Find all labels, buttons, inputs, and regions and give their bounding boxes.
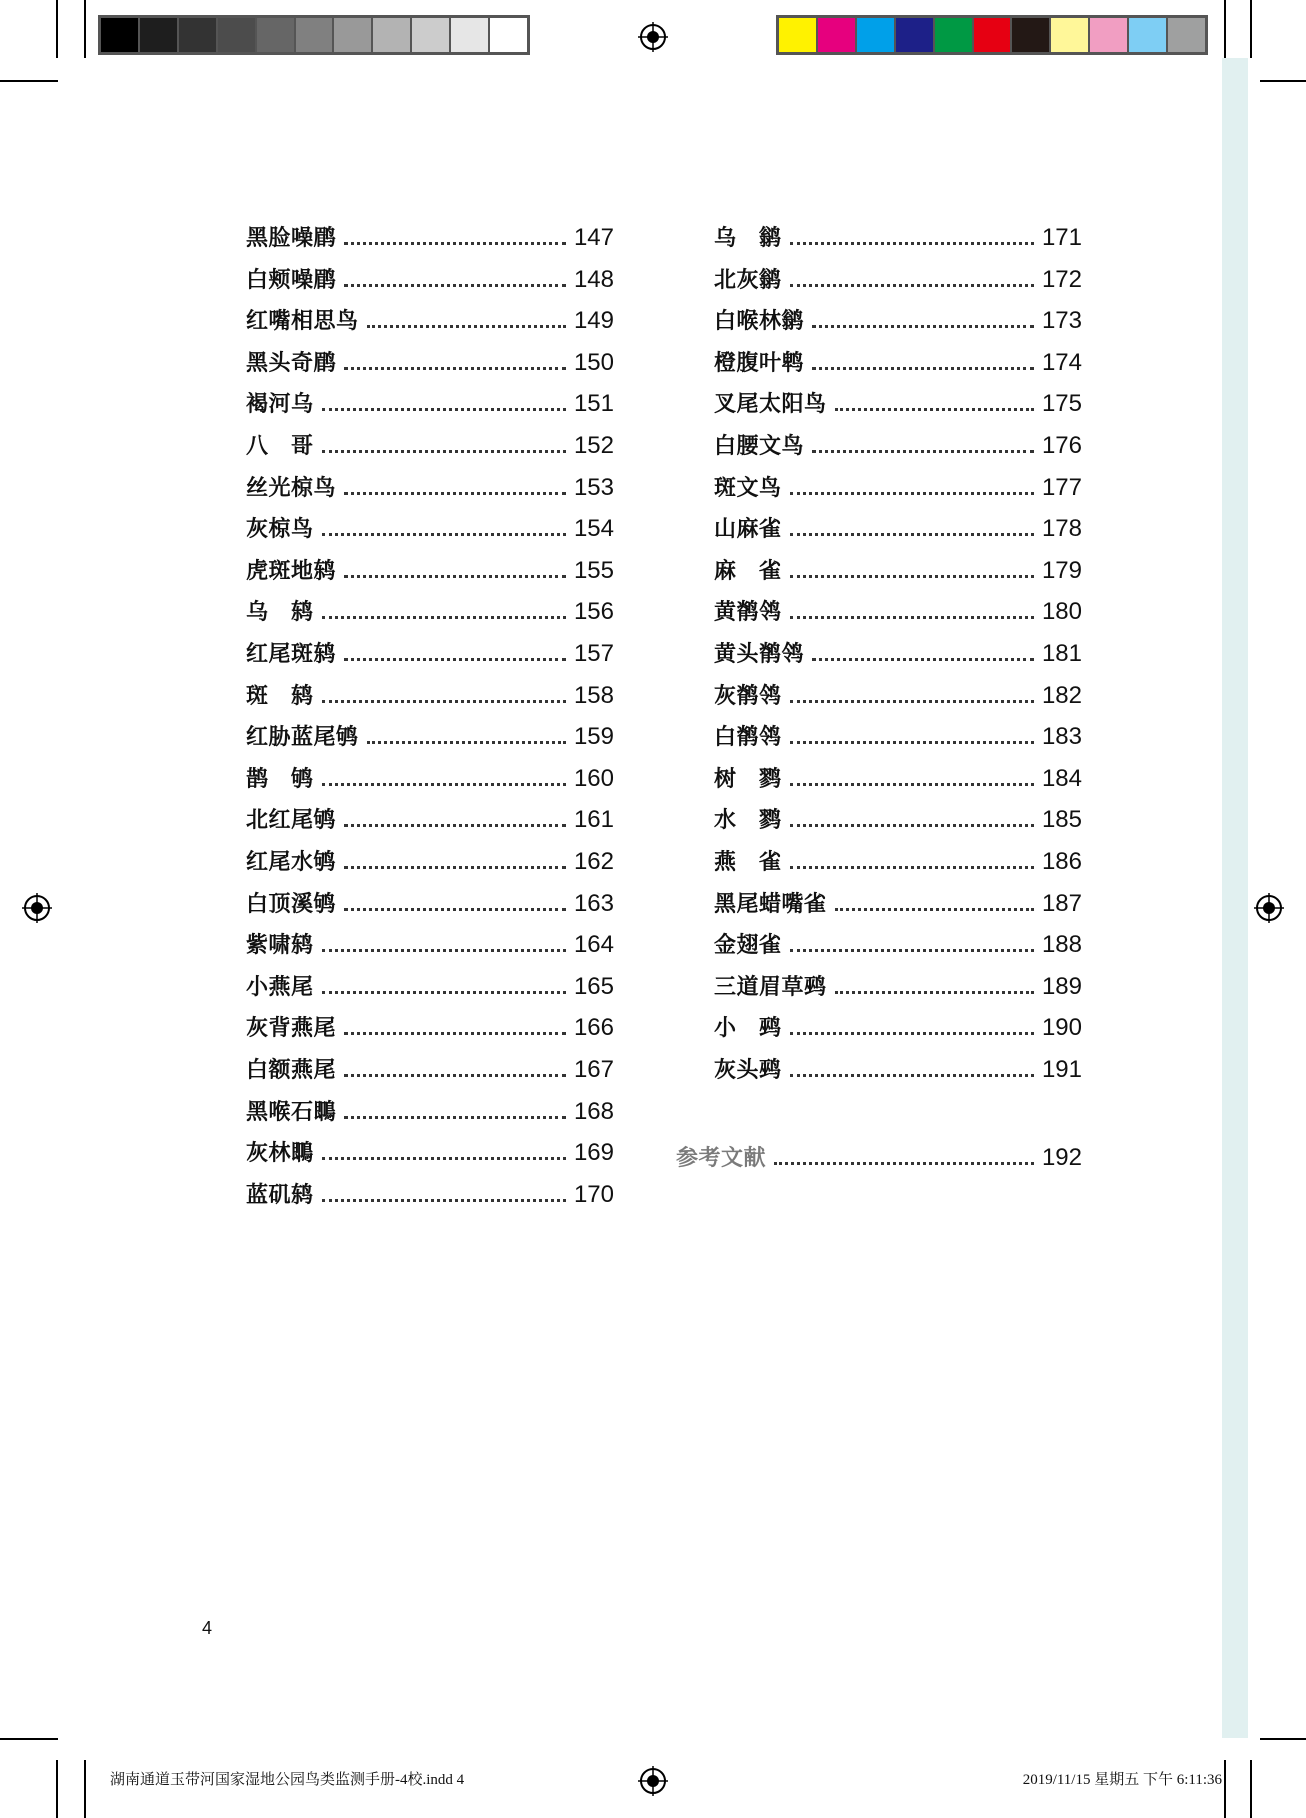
toc-entry[interactable]	[714, 929, 1082, 959]
toc-entry-name: 树 鹨	[714, 766, 782, 792]
leader-dots	[322, 991, 566, 994]
toc-entry-page: 182	[1041, 681, 1082, 709]
toc-entry[interactable]	[714, 388, 1082, 418]
toc-entry[interactable]	[246, 472, 614, 502]
toc-entry-page: 159	[573, 723, 614, 751]
color-swatch	[488, 18, 527, 52]
registration-mark-icon	[22, 893, 52, 923]
leader-dots	[790, 824, 1034, 827]
leader-dots	[344, 1116, 566, 1119]
toc-entry[interactable]	[246, 430, 614, 460]
toc-entry[interactable]	[246, 347, 614, 377]
leader-dots	[322, 1199, 566, 1202]
leader-dots	[367, 325, 566, 328]
toc-entry-name: 山麻雀	[714, 517, 782, 543]
leader-dots	[790, 783, 1034, 786]
leader-dots	[790, 741, 1034, 744]
toc-entry-name: 红尾水鸲	[246, 850, 337, 875]
grayscale-color-bar	[98, 15, 530, 55]
toc-entry-page: 154	[573, 515, 614, 543]
toc-entry-page: 186	[1041, 848, 1082, 875]
toc-entry-reference[interactable]	[676, 1142, 1082, 1172]
leader-dots	[322, 700, 566, 703]
page-number: 4	[202, 1618, 213, 1638]
toc-entry-name: 北灰鹟	[714, 267, 782, 293]
toc-entry-page: 153	[573, 473, 614, 501]
toc-entry-name: 红胁蓝尾鸲	[246, 725, 359, 751]
toc-entry-name: 三道眉草鹀	[714, 974, 827, 1000]
toc-entry-name: 红嘴相思鸟	[246, 309, 359, 335]
leader-dots	[774, 1162, 1034, 1165]
toc-entry[interactable]	[246, 804, 614, 834]
color-swatch	[1010, 18, 1049, 52]
leader-dots	[790, 575, 1034, 578]
toc-entry-page: 168	[573, 1097, 614, 1125]
leader-dots	[812, 367, 1034, 370]
toc-entry[interactable]	[246, 929, 614, 959]
toc-entry-name: 斑文鸟	[714, 475, 782, 501]
toc-entry-page: 165	[573, 972, 614, 1000]
crop-mark	[0, 80, 58, 82]
leader-dots	[322, 949, 566, 952]
leader-dots	[322, 616, 566, 619]
toc-entry-name: 燕 雀	[714, 850, 782, 875]
crop-mark	[1224, 1760, 1226, 1818]
toc-entry-name: 黑脸噪鹛	[246, 226, 337, 251]
toc-entry-page: 185	[1041, 806, 1082, 834]
toc-entry-page: 183	[1041, 723, 1082, 751]
toc-entry[interactable]	[246, 680, 614, 710]
leader-dots	[835, 408, 1034, 411]
toc-entry-name: 鹊 鸲	[246, 766, 314, 792]
toc-entry[interactable]	[246, 638, 614, 668]
toc-entry[interactable]	[714, 513, 1082, 543]
toc-entry-name: 蓝矶鸫	[246, 1182, 314, 1208]
leader-dots	[790, 700, 1034, 703]
toc-entry-page: 149	[573, 307, 614, 335]
toc-entry-name: 八 哥	[246, 434, 314, 459]
color-swatch	[972, 18, 1011, 52]
leader-dots	[344, 367, 566, 370]
toc-entry[interactable]	[714, 971, 1082, 1001]
crop-mark	[1224, 0, 1226, 58]
toc-entry[interactable]	[246, 222, 614, 252]
color-swatch	[255, 18, 294, 52]
toc-entry[interactable]	[246, 513, 614, 543]
toc-entry-name: 紫啸鸫	[246, 933, 314, 959]
toc-entry[interactable]	[714, 1012, 1082, 1042]
leader-dots	[344, 658, 566, 661]
toc-entry-page: 156	[573, 598, 614, 626]
bleed-strip	[1222, 58, 1248, 1738]
toc-entry-name: 灰椋鸟	[246, 517, 314, 543]
leader-dots	[344, 284, 566, 287]
toc-entry-name: 斑 鸫	[246, 683, 314, 709]
toc-entry[interactable]	[714, 472, 1082, 502]
toc-entry-page: 158	[573, 681, 614, 709]
toc-entry-name: 灰头鹀	[714, 1058, 782, 1083]
toc-entry-page: 187	[1041, 889, 1082, 917]
color-swatch	[816, 18, 855, 52]
leader-dots	[344, 824, 566, 827]
toc-entry-name: 白鹡鸰	[714, 725, 782, 751]
toc-entry[interactable]	[714, 264, 1082, 294]
leader-dots	[367, 741, 566, 744]
leader-dots	[790, 492, 1034, 495]
crop-mark	[0, 1738, 58, 1740]
toc-entry[interactable]	[714, 763, 1082, 793]
toc-entry-page: 181	[1041, 640, 1082, 667]
color-swatch	[371, 18, 410, 52]
toc-entry-page: 179	[1041, 556, 1082, 584]
toc-entry-name: 灰背燕尾	[246, 1016, 337, 1042]
slug-datetime: 2019/11/15 星期五 下午 6:11:36	[1022, 1772, 1222, 1788]
toc-entry-page: 173	[1041, 307, 1082, 335]
crop-mark	[1250, 0, 1252, 58]
toc-entry-page: 177	[1041, 473, 1082, 501]
leader-dots	[790, 616, 1034, 619]
toc-entry[interactable]	[246, 1054, 614, 1084]
toc-entry-page: 167	[573, 1056, 614, 1083]
color-swatch	[101, 18, 138, 52]
leader-dots	[344, 1074, 566, 1077]
leader-dots	[344, 242, 566, 245]
toc-entry-name: 红尾斑鸫	[246, 642, 337, 667]
toc-entry[interactable]	[246, 264, 614, 294]
toc-entry-page: 148	[573, 265, 614, 293]
leader-dots	[835, 908, 1034, 911]
leader-dots	[790, 533, 1034, 536]
toc-entry-name: 虎斑地鸫	[246, 558, 337, 584]
toc-entry[interactable]	[714, 888, 1082, 918]
toc-entry-name: 黑尾蜡嘴雀	[714, 891, 827, 917]
toc-entry-page: 147	[573, 224, 614, 251]
leader-dots	[322, 1157, 566, 1160]
toc-entry-page: 188	[1041, 931, 1082, 959]
toc-entry-page: 172	[1041, 265, 1082, 293]
toc-entry-page: 170	[573, 1180, 614, 1208]
toc-entry-page: 190	[1041, 1014, 1082, 1042]
leader-dots	[812, 450, 1034, 453]
registration-mark-icon	[1254, 893, 1284, 923]
leader-dots	[790, 284, 1034, 287]
toc-entry-name: 褐河乌	[246, 392, 314, 418]
leader-dots	[322, 783, 566, 786]
toc-entry[interactable]	[714, 555, 1082, 585]
toc-entry-page: 150	[573, 348, 614, 376]
leader-dots	[790, 242, 1034, 245]
toc-entry-page: 157	[573, 640, 614, 667]
registration-mark-icon	[638, 22, 668, 52]
toc-entry-page: 192	[1041, 1144, 1082, 1171]
toc-entry[interactable]	[246, 1137, 614, 1167]
toc-entry[interactable]	[714, 721, 1082, 751]
toc-entry-name: 黑喉石䳭	[246, 1099, 337, 1125]
leader-dots	[790, 866, 1034, 869]
slug-filename: 湖南通道玉带河国家湿地公园鸟类监测手册-4校.indd 4	[110, 1772, 465, 1788]
leader-dots	[322, 533, 566, 536]
toc-entry-page: 164	[573, 931, 614, 959]
toc-entry-name: 白喉林鹟	[714, 309, 805, 335]
color-swatch	[410, 18, 449, 52]
toc-entry-page: 189	[1041, 972, 1082, 1000]
color-swatch	[177, 18, 216, 52]
toc-entry[interactable]	[246, 721, 614, 751]
color-swatch	[449, 18, 488, 52]
toc-entry[interactable]	[246, 305, 614, 335]
color-swatch	[1088, 18, 1127, 52]
toc-entry-name: 参考文献	[676, 1146, 767, 1171]
toc-entry-page: 184	[1041, 764, 1082, 792]
toc-entry[interactable]	[714, 596, 1082, 626]
toc-entry-page: 171	[1041, 224, 1082, 251]
leader-dots	[835, 991, 1034, 994]
toc-entry-name: 乌 鹟	[714, 226, 782, 251]
toc-entry-page: 191	[1041, 1056, 1082, 1083]
toc-entry[interactable]	[246, 555, 614, 585]
leader-dots	[344, 492, 566, 495]
toc-entry-name: 黄鹡鸰	[714, 600, 782, 626]
crop-mark	[84, 0, 86, 58]
toc-entry-page: 160	[573, 764, 614, 792]
toc-entry[interactable]	[714, 222, 1082, 252]
leader-dots	[344, 1032, 566, 1035]
leader-dots	[790, 1032, 1034, 1035]
toc-entry-name: 白颊噪鹛	[246, 267, 337, 293]
toc-entry-page: 176	[1041, 432, 1082, 459]
toc-entry[interactable]	[714, 347, 1082, 377]
toc-entry[interactable]	[246, 971, 614, 1001]
toc-entry[interactable]	[714, 846, 1082, 876]
toc-entry-page: 162	[573, 848, 614, 875]
toc-entry-page: 166	[573, 1014, 614, 1042]
toc-entry-page: 175	[1041, 390, 1082, 418]
crop-mark	[84, 1760, 86, 1818]
toc-entry[interactable]	[714, 305, 1082, 335]
toc-entry[interactable]	[246, 1096, 614, 1126]
crop-mark	[1260, 80, 1306, 82]
toc-entry[interactable]	[714, 680, 1082, 710]
leader-dots	[790, 1074, 1034, 1077]
toc-entry-name: 灰林䳭	[246, 1141, 314, 1167]
toc-entry-name: 金翅雀	[714, 933, 782, 959]
leader-dots	[812, 658, 1034, 661]
color-swatch	[1049, 18, 1088, 52]
toc-entry[interactable]	[714, 430, 1082, 460]
color-swatch	[779, 18, 816, 52]
toc-entry[interactable]	[714, 804, 1082, 834]
toc-entry-page: 152	[573, 432, 614, 459]
toc-entry-name: 北红尾鸲	[246, 808, 337, 834]
leader-dots	[344, 575, 566, 578]
toc-entry[interactable]	[246, 1179, 614, 1209]
color-swatch	[855, 18, 894, 52]
toc-entry[interactable]	[246, 888, 614, 918]
color-swatch	[933, 18, 972, 52]
process-color-bar	[776, 15, 1208, 55]
color-swatch	[1166, 18, 1205, 52]
toc-entry-name: 小燕尾	[246, 974, 314, 1000]
toc-entry-name: 小 鹀	[714, 1016, 782, 1042]
color-swatch	[894, 18, 933, 52]
toc-entry-name: 白腰文鸟	[714, 434, 805, 459]
leader-dots	[322, 450, 566, 453]
toc-entry-page: 180	[1041, 598, 1082, 626]
toc-entry[interactable]	[246, 596, 614, 626]
toc-entry-name: 白顶溪鸲	[246, 891, 337, 917]
color-swatch	[216, 18, 255, 52]
toc-entry-page: 174	[1041, 348, 1082, 376]
crop-mark	[56, 1760, 58, 1818]
toc-entry-page: 161	[573, 806, 614, 834]
leader-dots	[812, 325, 1034, 328]
leader-dots	[790, 949, 1034, 952]
leader-dots	[322, 408, 566, 411]
toc-entry-name: 丝光椋鸟	[246, 475, 337, 501]
toc-entry-name: 橙腹叶鹎	[714, 350, 805, 376]
toc-entry-name: 乌 鸫	[246, 600, 314, 626]
toc-entry[interactable]	[246, 1012, 614, 1042]
toc-entry[interactable]	[246, 388, 614, 418]
toc-entry[interactable]	[714, 638, 1082, 668]
crop-mark	[1250, 1760, 1252, 1818]
toc-entry-page: 178	[1041, 515, 1082, 543]
toc-entry-name: 叉尾太阳鸟	[714, 392, 827, 418]
toc-entry[interactable]	[246, 763, 614, 793]
crop-mark	[56, 0, 58, 58]
toc-entry-page: 151	[573, 390, 614, 418]
color-swatch	[1127, 18, 1166, 52]
toc-entry-page: 155	[573, 556, 614, 584]
toc-entry-name: 水 鹨	[714, 808, 782, 834]
toc-entry[interactable]	[246, 846, 614, 876]
toc-entry-name: 黑头奇鹛	[246, 350, 337, 376]
toc-entry-name: 白额燕尾	[246, 1058, 337, 1083]
toc-entry-name: 麻 雀	[714, 558, 782, 584]
registration-mark-icon	[638, 1766, 668, 1796]
color-swatch	[294, 18, 333, 52]
toc-entry[interactable]	[714, 1054, 1082, 1084]
crop-mark	[1260, 1738, 1306, 1740]
leader-dots	[344, 866, 566, 869]
leader-dots	[344, 908, 566, 911]
toc-entry-name: 黄头鹡鸰	[714, 642, 805, 667]
color-swatch	[138, 18, 177, 52]
toc-entry-page: 163	[573, 889, 614, 917]
color-swatch	[332, 18, 371, 52]
toc-entry-page: 169	[573, 1139, 614, 1167]
toc-entry-name: 灰鹡鸰	[714, 683, 782, 709]
